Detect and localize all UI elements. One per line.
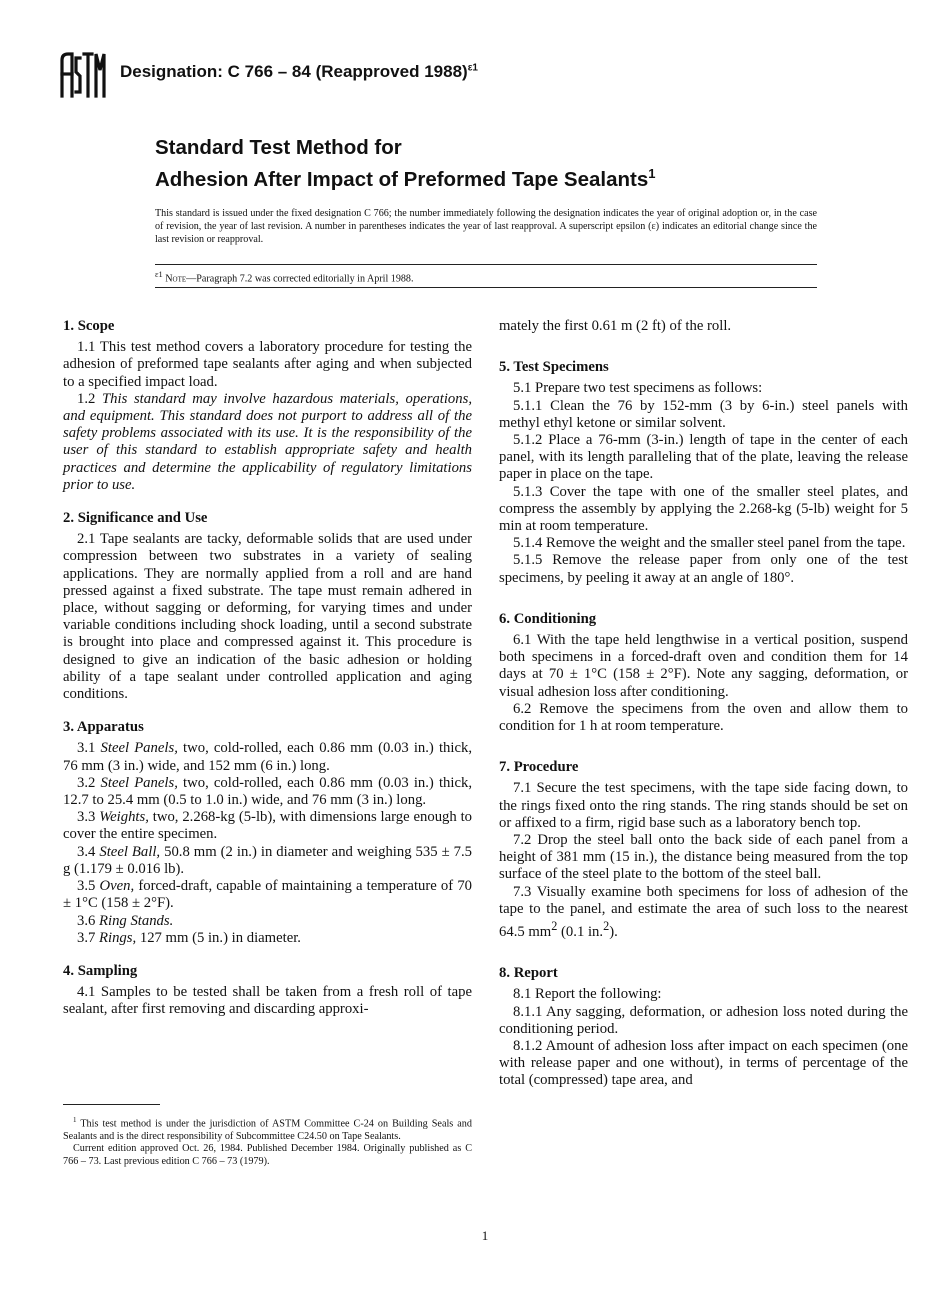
footnote-divider — [63, 1104, 160, 1105]
paragraph: 2.1 Tape sealants are tacky, deformable solids that are used under compression between two substrates in a variety of sealing applications. They are normally applied from a roll and are hand pressed against a fixed substrate. The tape must remain adhered in place, without sagging or deforming, for varying times and under variable conditions including shock loading, until a second substrate is brought into place and compressed against it. This procedure is designed to give an indication of the basic adhesion or holding ability of a tape sealant under controlled application and aging conditions. — [63, 531, 472, 703]
page-number: 1 — [481, 1228, 489, 1243]
list-item: 3.6 Ring Stands. — [77, 912, 174, 929]
paragraph: 7.1 Secure the test specimens, with the tape side facing down, to the rings fixed onto the ring stands. The ring stands should be set on or affixed to a firm, rigid base such as a laboratory bench top. — [499, 780, 908, 831]
paragraph: 5.1.4 Remove the weight and the smaller steel panel from the tape. — [513, 535, 906, 552]
designation: Designation: C 766 – 84 (Reapproved 1988)$^{\varepsilon 1}$ — [120, 62, 478, 81]
footnote: Current edition approved Oct. 26, 1984. Published December 1984. Originally published as C 766 – 73. Last previous edition C 766 – 73 (1979). — [63, 1143, 472, 1167]
paragraph: 6.1 With the tape held lengthwise in a vertical position, suspend both specimens in a forced-draft oven and condition them for 14 days at 70 ± 1°C (158 ± 2°F). Note any sagging, deformation, or visual adhesion loss after conditioning. — [499, 632, 908, 700]
section-heading: 8. Report — [499, 965, 558, 982]
editorial-note: $^{\varepsilon 1}$ Note—Paragraph 7.2 was corrected editorially in April 1988. — [155, 270, 414, 285]
right-column — [499, 318, 908, 1090]
list-item: 3.3 Weights, two, 2.268-kg (5-lb), with dimensions large enough to cover the entire specimen. — [63, 809, 473, 843]
section-heading: 1. Scope — [63, 318, 115, 334]
paragraph: 5.1.1 Clean the 76 by 152-mm (3 by 6-in.) steel panels with methyl ethyl ketone or similar solvent. — [499, 397, 908, 431]
paragraph: 5.1 Prepare two test specimens as follows: — [513, 380, 763, 397]
paragraph: 8.1.1 Any sagging, deformation, or adhesion loss noted during the conditioning period. — [499, 1003, 908, 1037]
footnotes — [63, 1114, 472, 1168]
paragraph: 8.1 Report the following: — [513, 986, 662, 1003]
page-title — [155, 135, 655, 193]
list-item: 3.7 Rings, 127 mm (5 in.) in diameter. — [77, 929, 301, 946]
paragraph: 1.1 This test method covers a laboratory procedure for testing the adhesion of preformed tape sealants after aging and when subjected to a specified impact load. — [63, 339, 472, 390]
paragraph: 6.2 Remove the specimens from the oven and allow them to condition for 1 h at room temperature. — [499, 700, 908, 735]
list-item: 3.5 Oven, forced-draft, capable of maintaining a temperature of 70 ± 1°C (158 ± 2°F). — [63, 878, 473, 912]
title-line-2: Adhesion After Impact of Preformed Tape Sealants$^1$ — [155, 166, 656, 191]
paragraph: 7.3 Visually examine both specimens for loss of adhesion of the tape to the panel, and estimate the area of such loss to the nearest 64.5 $mm^2$ (0.1 in.$^2$). — [499, 883, 908, 940]
paragraph: 7.2 Drop the steel ball onto the back side of each panel from a height of 381 mm (15 in.), the distance being measured from the top surface of the steel plate to the bottom of the steel ball. — [499, 832, 908, 883]
paragraph: mately the first 0.61 m (2 ft) of the roll. — [499, 318, 732, 334]
preface-text: This standard is issued under the fixed designation C 766; the number immediately following the designation indicates the year of original adoption or, in the case of revision, the year of last revision. A number in parentheses indicates the year of last reapproval. A superscript epsilon (ε) indicates an editorial change since the last revision or reapproval. — [155, 208, 817, 245]
section-heading: 6. Conditioning — [499, 610, 597, 627]
astm-logo-icon — [58, 50, 108, 100]
divider — [155, 287, 817, 288]
section-heading: 3. Apparatus — [63, 719, 144, 736]
paragraph: 1.2 This standard may involve hazardous materials, operations, and equipment. This standard does not purport to address all of the safety problems associated with its use. It is the responsibility of the user of this standard to establish appropriate safety and health practices and determine the applicability of regulatory limitations prior to use. — [63, 390, 472, 493]
paragraph: 4.1 Samples to be tested shall be taken from a fresh roll of tape sealant, after first removing and discarding approxi- — [63, 984, 472, 1018]
section-heading: 5. Test Specimens — [499, 359, 609, 376]
section-heading: 7. Procedure — [499, 759, 579, 776]
divider — [155, 264, 817, 265]
left-column — [63, 318, 472, 1019]
footnote: $^1$ This test method is under the jurisdiction of ASTM Committee C-24 on Building Seals and Sealants and is the direct responsibility of Subcommittee C24.50 on Tape Sealants. — [63, 1116, 472, 1142]
paragraph: 8.1.2 Amount of adhesion loss after impact on each specimen (one with release paper and one without), in terms of percentage of the total (compressed) tape area, and — [499, 1038, 908, 1089]
section-heading: 2. Significance and Use — [63, 510, 208, 527]
paragraph: 5.1.3 Cover the tape with one of the smaller steel plates, and compress the assembly by applying the 2.268-kg (5-lb) weight for 5 min at room temperature. — [499, 483, 908, 535]
list-item: 3.2 Steel Panels, two, cold-rolled, each 0.86 mm (0.03 in.) thick, 12.7 to 25.4 mm (0.5 to 1.0 in.) wide, and 76 mm (3 in.) long. — [63, 774, 473, 809]
paragraph: 5.1.5 Remove the release paper from only one of the test specimens, by peeling it away at an angle of 180°. — [499, 552, 908, 586]
title-line-1: Standard Test Method for — [155, 136, 402, 159]
section-heading: 4. Sampling — [63, 962, 138, 979]
paragraph: 5.1.2 Place a 76-mm (3-in.) length of tape in the center of each panel, with its length paralleling that of the plate, leaving the release paper in place on the tape. — [499, 432, 908, 483]
list-item: 3.1 Steel Panels, two, cold-rolled, each 0.86 mm (0.03 in.) thick, 76 mm (3 in.) wide, and 152 mm (6 in.) long. — [63, 740, 473, 774]
list-item: 3.4 Steel Ball, 50.8 mm (2 in.) in diameter and weighing 535 ± 7.5 g (1.179 ± 0.016 lb). — [63, 843, 473, 877]
